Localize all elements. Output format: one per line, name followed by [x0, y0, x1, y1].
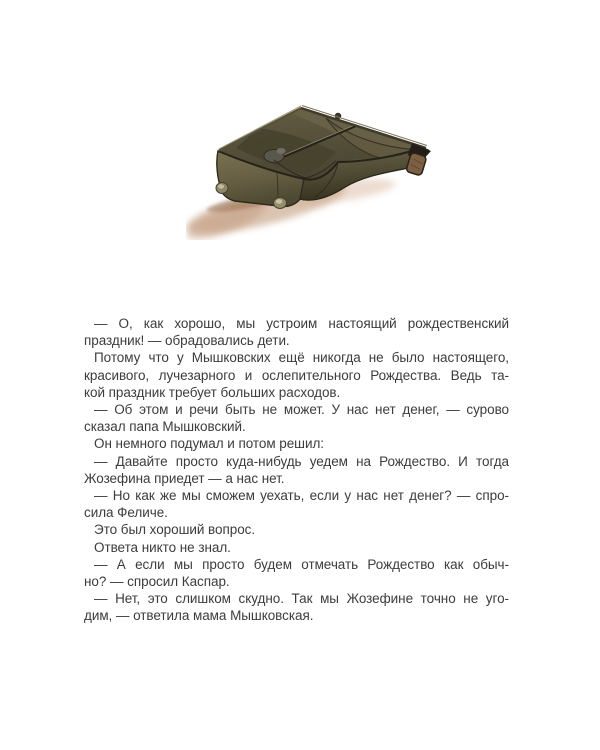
- paragraph-3: [84, 401, 509, 435]
- text-line: — Но как же мы сможем уехать, если у нас нет денег? — спро-: [94, 488, 509, 504]
- paragraph-2: [84, 349, 509, 401]
- paragraph-7: [84, 521, 509, 538]
- text-line: дим, — ответила мама Мышковская.: [84, 608, 314, 624]
- text-line: праздник! — обрадовались дети.: [84, 333, 290, 349]
- paragraph-1: [84, 315, 509, 349]
- text-line: сказал папа Мышковский.: [84, 419, 246, 435]
- story-text: [84, 315, 509, 625]
- text-line: — Нет, это слишком скудно. Так мы Жозефине точно не уго-: [94, 591, 509, 607]
- text-line: — А если мы просто будем отмечать Рождество как обыч-: [94, 556, 509, 572]
- text-line: — Давайте просто куда-нибудь уедем на Рождество. И тогда: [94, 453, 509, 469]
- text-line: но? — спросил Каспар.: [84, 574, 230, 590]
- text-line: Ответа никто не знал.: [94, 539, 231, 555]
- text-line: красивого, лучезарного и ослепительного Рождества. Ведь та-: [84, 367, 509, 383]
- text-line: Потому что у Мышковских ещё никогда не было настоящего,: [94, 350, 509, 366]
- text-line: Жозефина приедет — а нас нет.: [84, 470, 285, 486]
- paragraph-8: [84, 539, 509, 556]
- paragraph-4: [84, 435, 509, 452]
- text-line: — Об этом и речи быть не может. У нас нет денег, — сурово: [94, 402, 509, 418]
- paragraph-9: [84, 556, 509, 590]
- paragraph-6: [84, 487, 509, 521]
- text-line: Он немного подумал и потом решил:: [94, 436, 324, 452]
- paragraph-10: [84, 590, 509, 624]
- text-line: Это был хороший вопрос.: [94, 522, 256, 538]
- text-line: кой праздник требует больших расходов.: [84, 384, 341, 400]
- paragraph-5: [84, 453, 509, 487]
- text-line: сила Феличе.: [84, 505, 168, 521]
- suitcase-illustration: [186, 100, 442, 240]
- text-line: — О, как хорошо, мы устроим настоящий рождественский: [94, 316, 509, 331]
